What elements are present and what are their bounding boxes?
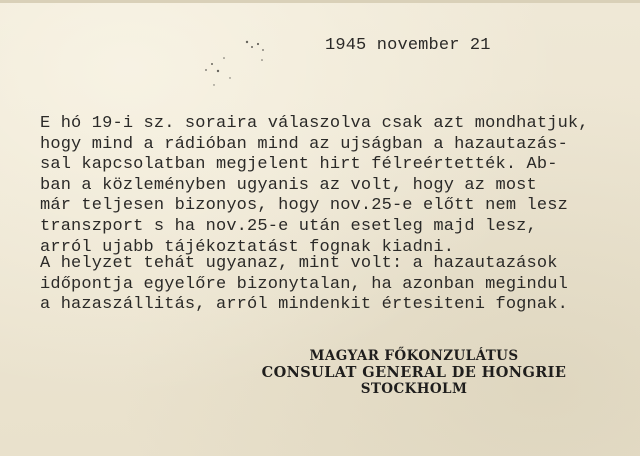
paragraph-1-line: már teljesen bizonyos, hogy nov.25-e előtt nem lesz <box>40 196 568 216</box>
paragraph-2-line: a hazaszállitás, arról mindenkit értesiteni fognak. <box>40 295 568 315</box>
paragraph-1-line: transzport s ha nov.25-e után esetleg majd lesz, <box>40 216 537 236</box>
paragraph-1-line: ban a közleményben ugyanis az volt, hogy az most <box>40 175 537 195</box>
paragraph-1-line: E hó 19-i sz. soraira válaszolva csak azt mondhatjuk, <box>40 114 589 133</box>
paragraph-1-line: hogy mind a rádióban mind az ujságban a hazautazás- <box>40 134 568 154</box>
stamp-line-1: MAGYAR FŐKONZULÁTUS <box>309 348 519 364</box>
stamp-line-2: CONSULAT GENERAL DE HONGRIE <box>261 363 567 381</box>
paragraph-2-line: időpontja egyelőre bizonytalan, ha azonban megindul <box>40 274 568 294</box>
paragraph-1-line: arról ujabb tájékoztatást fognak kiadni. <box>40 237 455 257</box>
stamp-line-3: STOCKHOLM <box>360 381 468 397</box>
paragraph-2-line: A helyzet tehát ugyanaz, mint volt: a hazautazások <box>40 254 558 273</box>
card-top-edge <box>0 0 640 3</box>
paragraph-2 <box>40 254 568 316</box>
paragraph-1-line: sal kapcsolatban megjelent hirt félreértették. Ab- <box>40 155 558 175</box>
paragraph-1 <box>40 114 589 258</box>
letter-date: 1945 november 21 <box>325 36 491 55</box>
consulate-stamp <box>244 348 584 398</box>
